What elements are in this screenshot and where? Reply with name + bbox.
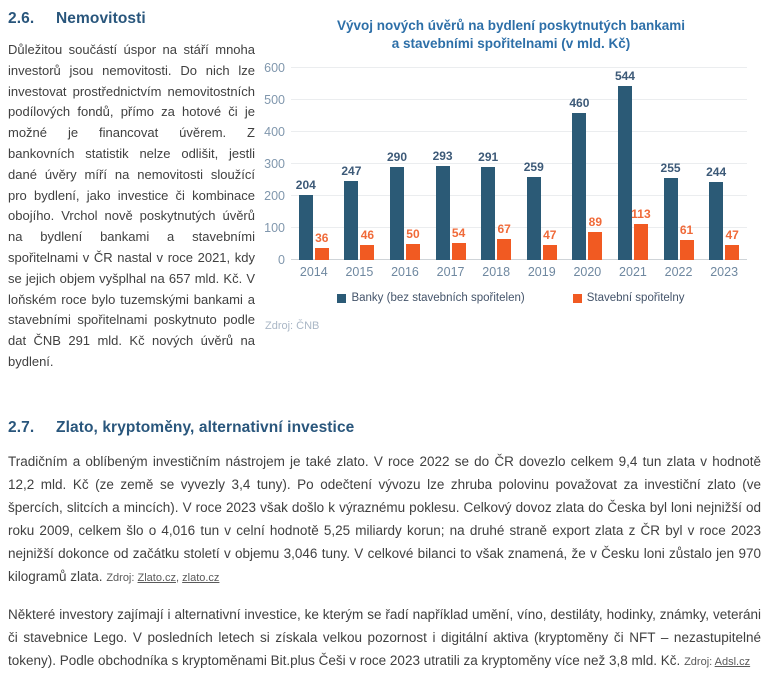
bar: [432, 149, 453, 260]
bar-group-2014: [295, 177, 329, 260]
source-links: [715, 656, 750, 668]
section-number: 2.7.: [8, 418, 35, 436]
x-axis-tick-label: 2020: [573, 265, 602, 279]
y-axis-tick-label: 200: [264, 189, 285, 203]
bar-value-label: 50: [406, 227, 420, 241]
bar-value-label: 460: [569, 95, 590, 110]
housing-loans-chart: [261, 10, 761, 358]
legend-swatch-icon: [337, 294, 346, 303]
chart-x-axis-labels: [291, 265, 747, 279]
bar: [631, 206, 651, 260]
section-2-7-paragraph-2: [8, 603, 761, 674]
paragraph-text: Některé investory zajímají i alternativní investice, ke kterým se řadí například umění, víno, destiláty, hodinky, známky, veteráni či stavebnice Lego. V posledních letech si získala velkou pozornost i digitální aktiva (kryptoměny či NFT – nezastupitelné tokeny). Podle obchodníka s kryptoměnami Bit.plus Češi v roce 2023 utratili za kryptoměny více než 3,8 mld. Kč.: [8, 606, 761, 668]
bar-value-label: 544: [614, 68, 635, 83]
chart-title-line1: Vývoj nových úvěrů na bydlení poskytnutých bankami: [336, 18, 686, 33]
bar-value-label: 47: [725, 227, 739, 242]
bar: [315, 231, 329, 260]
y-axis-tick-label: 0: [278, 253, 285, 267]
source-label: Zdroj:: [684, 655, 713, 668]
chart-legend: [261, 292, 761, 304]
bar: [386, 150, 407, 260]
bar-value-label: 259: [523, 160, 544, 175]
bar-value-label: 47: [543, 227, 557, 242]
bar: [660, 161, 681, 260]
bar-group-2021: [614, 68, 651, 260]
bar-group-2015: [341, 163, 375, 260]
bar-series-container: [291, 68, 747, 260]
section-2-6-paragraph: Důležitou součástí úspor na stáří mnoha investorů jsou nemovitosti. Do nich lze investovat prostřednictvím nemovitostních podílových fondů, přímo za hotové či je možné je financovat úvěrem. Z bankovních statistik nelze odlišit, jestli dané úvěry míří na nemovitosti sloužící pro bydlení, jako investice či kombinace obojího. Vrchol nově poskytnutých úvěrů na bydlení bankami a stavebními spořitelnami v ČR nastal v roce 2021, kdy se jejich objem vyšplhal na 657 mld. Kč. V loňském roce bylo tuzemskými bankami a stavebními spořitelnami poskytnuto podle dat ČNB 291 mld. Kč nových úvěrů na bydlení.: [8, 42, 255, 369]
source-link[interactable]: zlato.cz: [182, 571, 220, 584]
bar: [295, 177, 316, 260]
bar-value-label: 293: [432, 149, 453, 164]
bar-value-label: 255: [660, 161, 681, 176]
x-axis-tick-label: 2016: [391, 265, 419, 279]
paragraph-text: Tradičním a oblíbeným investičním nástrojem je také zlato. V roce 2022 se do ČR dovezlo celkem 9,4 tun zlata v hodnotě 12,2 mld. Kč (ze země se vyvezly 3,4 tuny). Po odečtení vývozu lze zhruba polovinu považovat za investiční zlato (ve špercích, slitcích a mincích). V roce 2023 však došlo k výraznému poklesu. Celkový dovoz zlata do Česka byl loni nejnižší od roku 2009, celkem šlo o 4,016 tun v celní hodnotě 5,25 miliardy korun; na druhé straně export zlata z ČR byl v roce 2023 nejnižší dokonce od začátku století v objemu 3,046 tuny. V celkové bilanci to však znamená, že v Česku loni zůstalo jen 970 kilogramů zlata.: [8, 453, 761, 584]
section-nemovitosti: [8, 10, 761, 373]
bar: [406, 227, 420, 260]
section-title: Nemovitosti: [56, 10, 146, 27]
bar: [478, 149, 499, 260]
x-axis-tick-label: 2015: [345, 265, 374, 279]
bar: [451, 225, 466, 260]
bar-value-label: 290: [386, 150, 407, 165]
source-link[interactable]: Adsl.cz: [714, 655, 751, 668]
section-2-6-heading: [8, 10, 255, 28]
bar-group-2022: [660, 161, 694, 260]
legend-swatch-icon: [573, 294, 582, 303]
bar: [725, 227, 739, 260]
bar: [543, 227, 557, 260]
legend-label: Stavební spořitelny: [586, 292, 685, 304]
source-links: Zlato.cz, zlato.cz: [137, 571, 220, 584]
bar-value-label: 247: [341, 163, 362, 178]
bar: [497, 221, 511, 260]
legend-item: [573, 292, 685, 304]
bar-group-2017: [432, 149, 466, 260]
bar-value-label: 61: [679, 223, 694, 238]
source-note-gold: [106, 572, 219, 584]
bar-group-2018: [478, 149, 511, 260]
bar: [523, 160, 544, 260]
bar-group-2019: [523, 160, 557, 260]
y-axis-tick-label: 400: [264, 125, 285, 139]
bar-value-label: 89: [588, 214, 603, 229]
section-zlato-krypto: [8, 419, 761, 674]
x-axis-tick-label: 2017: [436, 265, 465, 279]
source-label: Zdroj:: [106, 571, 135, 584]
bar: [588, 214, 603, 260]
bar: [679, 223, 694, 260]
section-title: Zlato, kryptoměny, alternativní investice: [56, 418, 355, 436]
bar-group-2020: [569, 95, 603, 260]
section-2-7-paragraph-1: [8, 450, 761, 590]
y-axis-tick-label: 500: [264, 93, 285, 107]
x-axis-tick-label: 2018: [482, 265, 511, 279]
bar-value-label: 244: [706, 164, 727, 179]
bar-group-2023: [706, 164, 739, 260]
bar: [360, 228, 375, 260]
legend-label: Banky (bez stavebních spořitelen): [351, 292, 525, 304]
x-axis-tick-label: 2022: [664, 265, 693, 279]
bar: [569, 95, 590, 260]
y-axis-tick-label: 600: [264, 61, 285, 75]
bar-group-2016: [386, 150, 420, 260]
chart-title-line2: a stavebními spořitelnami (v mld. Kč): [391, 36, 631, 51]
legend-item: [337, 292, 524, 304]
bar-value-label: 113: [631, 206, 651, 221]
x-axis-tick-label: 2019: [527, 265, 556, 279]
y-axis-tick-label: 300: [264, 157, 285, 171]
bar-value-label: 204: [295, 177, 316, 192]
y-axis-tick-label: 100: [264, 221, 285, 235]
bar-value-label: 36: [315, 231, 329, 246]
bar-value-label: 67: [497, 221, 511, 236]
source-link[interactable]: Zlato.cz: [137, 571, 177, 584]
x-axis-tick-label: 2023: [710, 265, 739, 279]
x-axis-tick-label: 2014: [299, 265, 328, 279]
bar: [706, 164, 727, 260]
chart-title: [261, 17, 761, 53]
section-number: 2.6.: [8, 10, 35, 27]
bar-value-label: 46: [360, 228, 375, 243]
bar: [614, 68, 635, 260]
x-axis-tick-label: 2021: [619, 265, 647, 279]
bar: [341, 163, 362, 260]
source-note-crypto: [684, 656, 750, 668]
bar-value-label: 54: [451, 225, 466, 240]
chart-plot-area: [264, 61, 747, 267]
bar-value-label: 291: [478, 149, 499, 164]
chart-source-note: Zdroj: ČNB: [265, 320, 320, 332]
section-2-7-heading: [8, 419, 761, 437]
